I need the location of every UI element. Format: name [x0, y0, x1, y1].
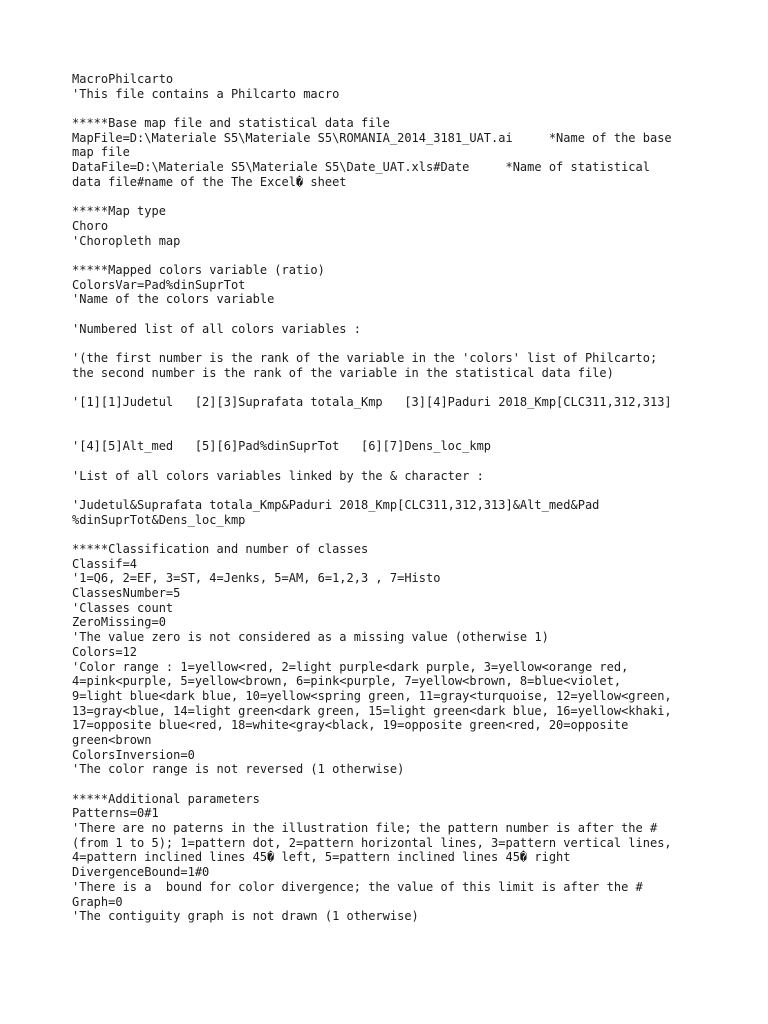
macro-title: MacroPhilcarto [72, 72, 174, 86]
comment-line: 'List of all colors variables linked by the & character : [72, 468, 484, 483]
setting-line: Graph=0 [72, 894, 123, 909]
comment-line: 'There are no paterns in the illustration file; the pattern number is after the # [72, 821, 658, 836]
comment-line-cont: 4=pink<purple, 5=yellow<brown, 6=pink<purple, 7=yellow<brown, 8=blue<violet, [72, 674, 622, 689]
section-heading: *****Base map file and statistical data file [72, 116, 390, 131]
setting-line: ColorsVar=Pad%dinSuprTot [72, 277, 246, 292]
setting-line: DivergenceBound=1#0 [72, 865, 210, 880]
linked-variables-line-cont: %dinSuprTot&Dens_loc_kmp [72, 512, 246, 527]
comment-line-cont: 17=opposite blue<red, 18=white<gray<black, 19=opposite green<red, 20=opposite [72, 718, 629, 733]
variables-list-line: '[1][1]Judetul [2][3]Suprafata totala_Kmp [3][4]Paduri 2018_Kmp[CLC311,312,313] [72, 395, 672, 410]
setting-line: ClassesNumber=5 [72, 586, 181, 601]
blank-line [72, 336, 712, 351]
comment-line-cont: 4=pattern inclined lines 45� left, 5=pattern inclined lines 45� right [72, 850, 571, 865]
comment-line: 'Choropleth map [72, 233, 181, 248]
blank-line [72, 380, 712, 395]
setting-line: Colors=12 [72, 644, 138, 659]
setting-line: ZeroMissing=0 [72, 615, 166, 630]
comment-line: 'The color range is not reversed (1 otherwise) [72, 762, 405, 777]
blank-line [72, 527, 712, 542]
mapfile-line-cont: map file [72, 145, 130, 160]
comment-line: '(the first number is the rank of the variable in the 'colors' list of Philcarto; [72, 351, 658, 366]
comment-line: 'Classes count [72, 600, 174, 615]
blank-line [72, 248, 712, 263]
comment-line: '1=Q6, 2=EF, 3=ST, 4=Jenks, 5=AM, 6=1,2,3 , 7=Histo [72, 571, 441, 586]
comment-line-cont: (from 1 to 5); 1=pattern dot, 2=pattern horizontal lines, 3=pattern vertical lines, [72, 835, 672, 850]
comment-line: 'There is a bound for color divergence; the value of this limit is after the # [72, 879, 643, 894]
comment-line: 'The value zero is not considered as a missing value (otherwise 1) [72, 630, 549, 645]
comment-line-cont: green<brown [72, 732, 152, 747]
setting-line: Patterns=0#1 [72, 806, 159, 821]
comment-line: 'This file contains a Philcarto macro [72, 86, 340, 101]
section-heading: *****Mapped colors variable (ratio) [72, 262, 325, 277]
blank-line [72, 454, 712, 469]
blank-line [72, 101, 712, 116]
section-heading: *****Classification and number of classes [72, 542, 369, 557]
linked-variables-line: 'Judetul&Suprafata totala_Kmp&Paduri 2018_Kmp[CLC311,312,313]&Alt_med&Pad [72, 497, 600, 512]
blank-line [72, 777, 712, 792]
setting-line: Classif=4 [72, 556, 138, 571]
blank-line [72, 483, 712, 498]
comment-line-cont: 9=light blue<dark blue, 10=yellow<spring green, 11=gray<turquoise, 12=yellow<green, [72, 688, 672, 703]
mapfile-line: MapFile=D:\Materiale S5\Materiale S5\ROMANIA_2014_3181_UAT.ai *Name of the base [72, 130, 672, 145]
variables-list-line: '[4][5]Alt_med [5][6]Pad%dinSuprTot [6][7]Dens_loc_kmp [72, 439, 492, 454]
datafile-line-cont: data file#name of the The Excel� sheet [72, 174, 347, 189]
comment-line: 'Numbered list of all colors variables : [72, 321, 361, 336]
comment-line: 'The contiguity graph is not drawn (1 otherwise) [72, 909, 419, 924]
setting-line: Choro [72, 218, 109, 233]
comment-line-cont: the second number is the rank of the variable in the statistical data file) [72, 365, 614, 380]
blank-line [72, 307, 712, 322]
comment-line: 'Name of the colors variable [72, 292, 275, 307]
datafile-line: DataFile=D:\Materiale S5\Materiale S5\Date_UAT.xls#Date *Name of statistical [72, 160, 650, 175]
blank-line [72, 190, 712, 205]
comment-line-cont: 13=gray<blue, 14=light green<dark green, 15=light green<dark blue, 16=yellow<khaki, [72, 703, 672, 718]
comment-line: 'Color range : 1=yellow<red, 2=light purple<dark purple, 3=yellow<orange red, [72, 659, 629, 674]
blank-line [72, 410, 712, 439]
document-page [72, 72, 712, 924]
section-heading: *****Additional parameters [72, 791, 260, 806]
setting-line: ColorsInversion=0 [72, 747, 195, 762]
section-heading: *****Map type [72, 204, 166, 219]
